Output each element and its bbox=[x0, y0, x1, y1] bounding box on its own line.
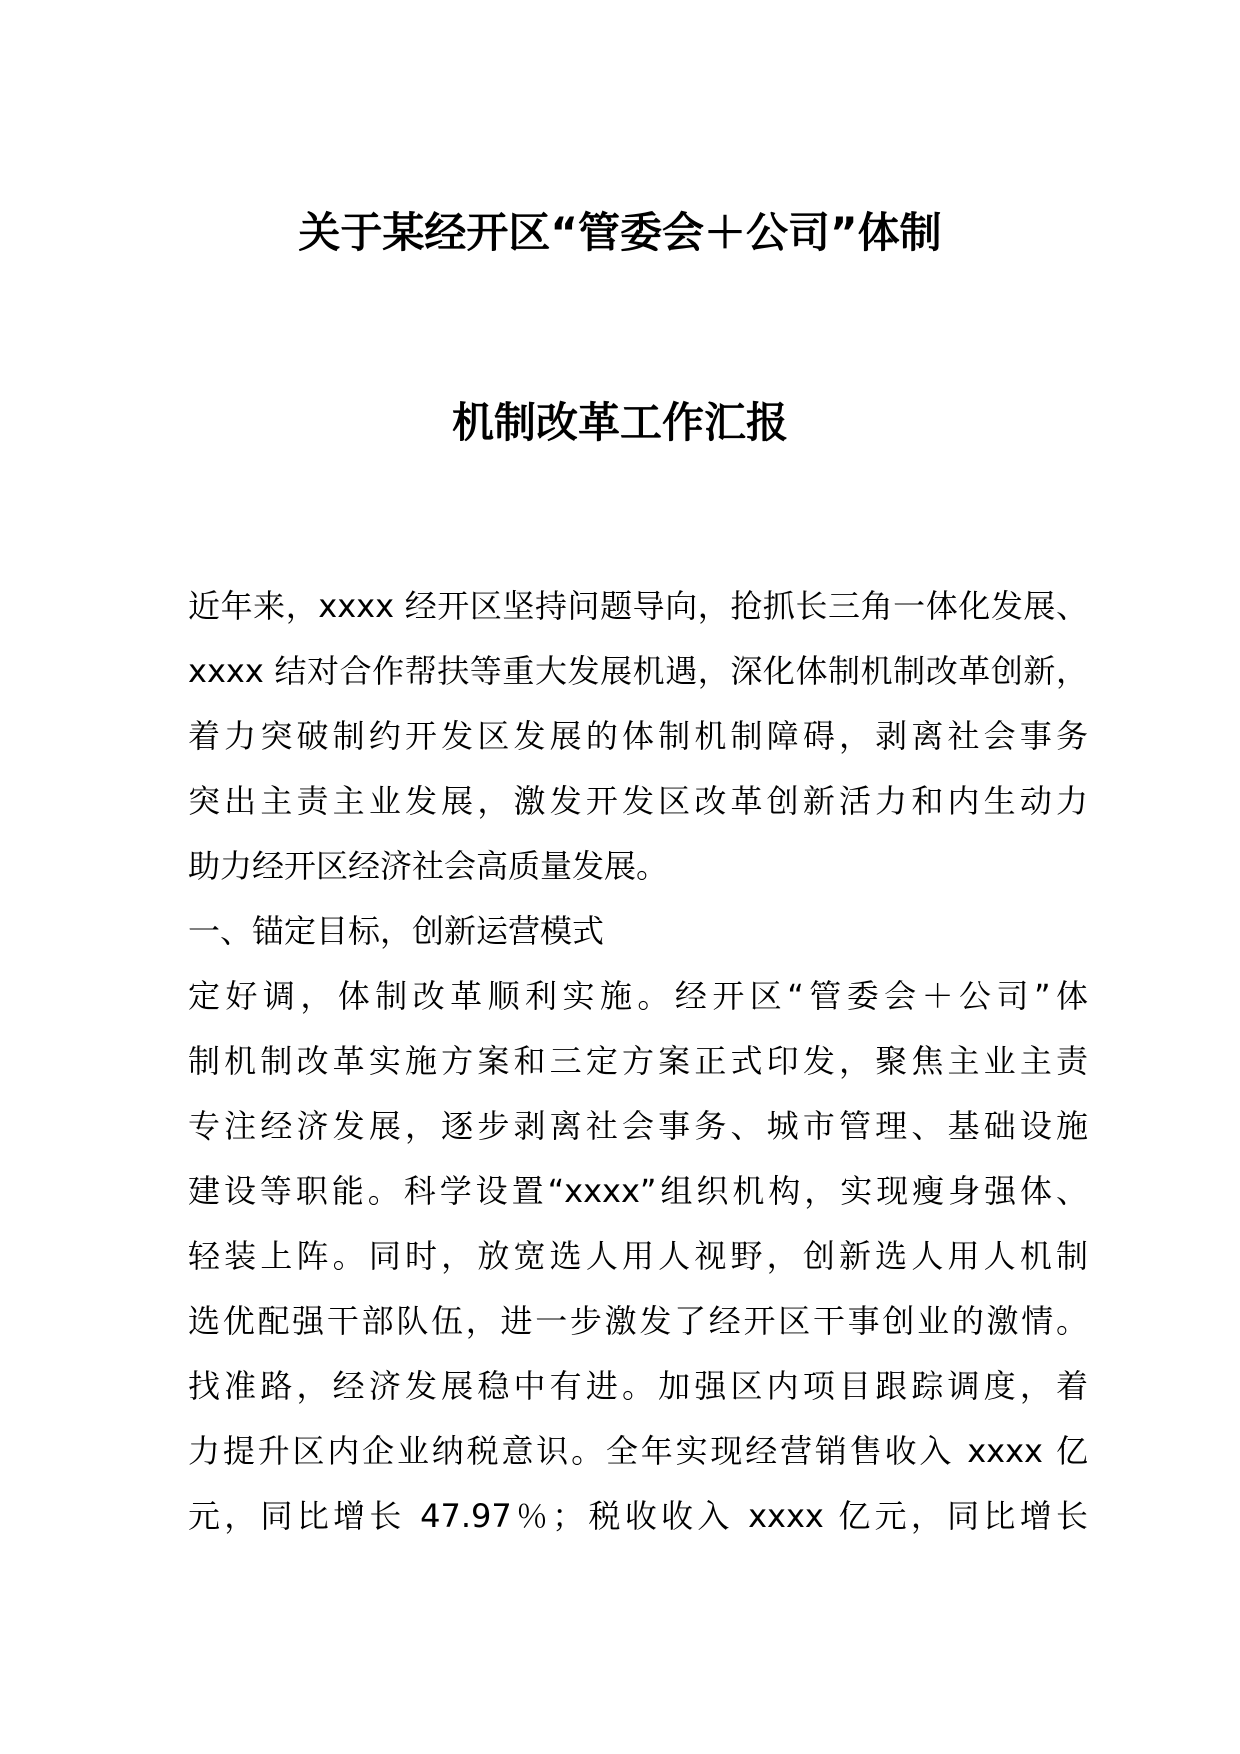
body-line: xxxx 结对合作帮扶等重大发展机遇，深化体制机制改革创新， bbox=[188, 652, 1088, 690]
body-line: 建设等职能。科学设置“xxxx”组织机构，实现瘦身强体、 bbox=[188, 1172, 1088, 1210]
body-line: 专注经济发展，逐步剥离社会事务、城市管理、基础设施 bbox=[188, 1107, 1088, 1145]
body-line: 着力突破制约开发区发展的体制机制障碍，剥离社会事务 bbox=[188, 717, 1088, 755]
body-line: 元，同比增长 47.97％；税收收入 xxxx 亿元，同比增长 bbox=[188, 1497, 1088, 1535]
document-title-line-1: 关于某经开区“管委会＋公司”体制 bbox=[298, 208, 942, 257]
document-body bbox=[188, 574, 1088, 1549]
body-line: 近年来，xxxx 经开区坚持问题导向，抢抓长三角一体化发展、 bbox=[188, 587, 1088, 625]
section-heading: 一、锚定目标，创新运营模式 bbox=[188, 912, 605, 950]
body-line: 制机制改革实施方案和三定方案正式印发，聚焦主业主责 bbox=[188, 1042, 1088, 1080]
body-line: 定好调，体制改革顺利实施。经开区“管委会＋公司”体 bbox=[188, 977, 1088, 1015]
body-line: 找准路，经济发展稳中有进。加强区内项目跟踪调度，着 bbox=[188, 1367, 1088, 1405]
document-title-line-2: 机制改革工作汇报 bbox=[451, 398, 788, 447]
body-line: 助力经开区经济社会高质量发展。 bbox=[188, 847, 669, 885]
body-line: 轻装上阵。同时，放宽选人用人视野，创新选人用人机制 bbox=[188, 1237, 1088, 1275]
body-line: 选优配强干部队伍，进一步激发了经开区干事创业的激情。 bbox=[188, 1302, 1088, 1340]
body-line: 力提升区内企业纳税意识。全年实现经营销售收入 xxxx 亿 bbox=[188, 1432, 1088, 1470]
body-line: 突出主责主业发展，激发开发区改革创新活力和内生动力 bbox=[188, 782, 1088, 820]
